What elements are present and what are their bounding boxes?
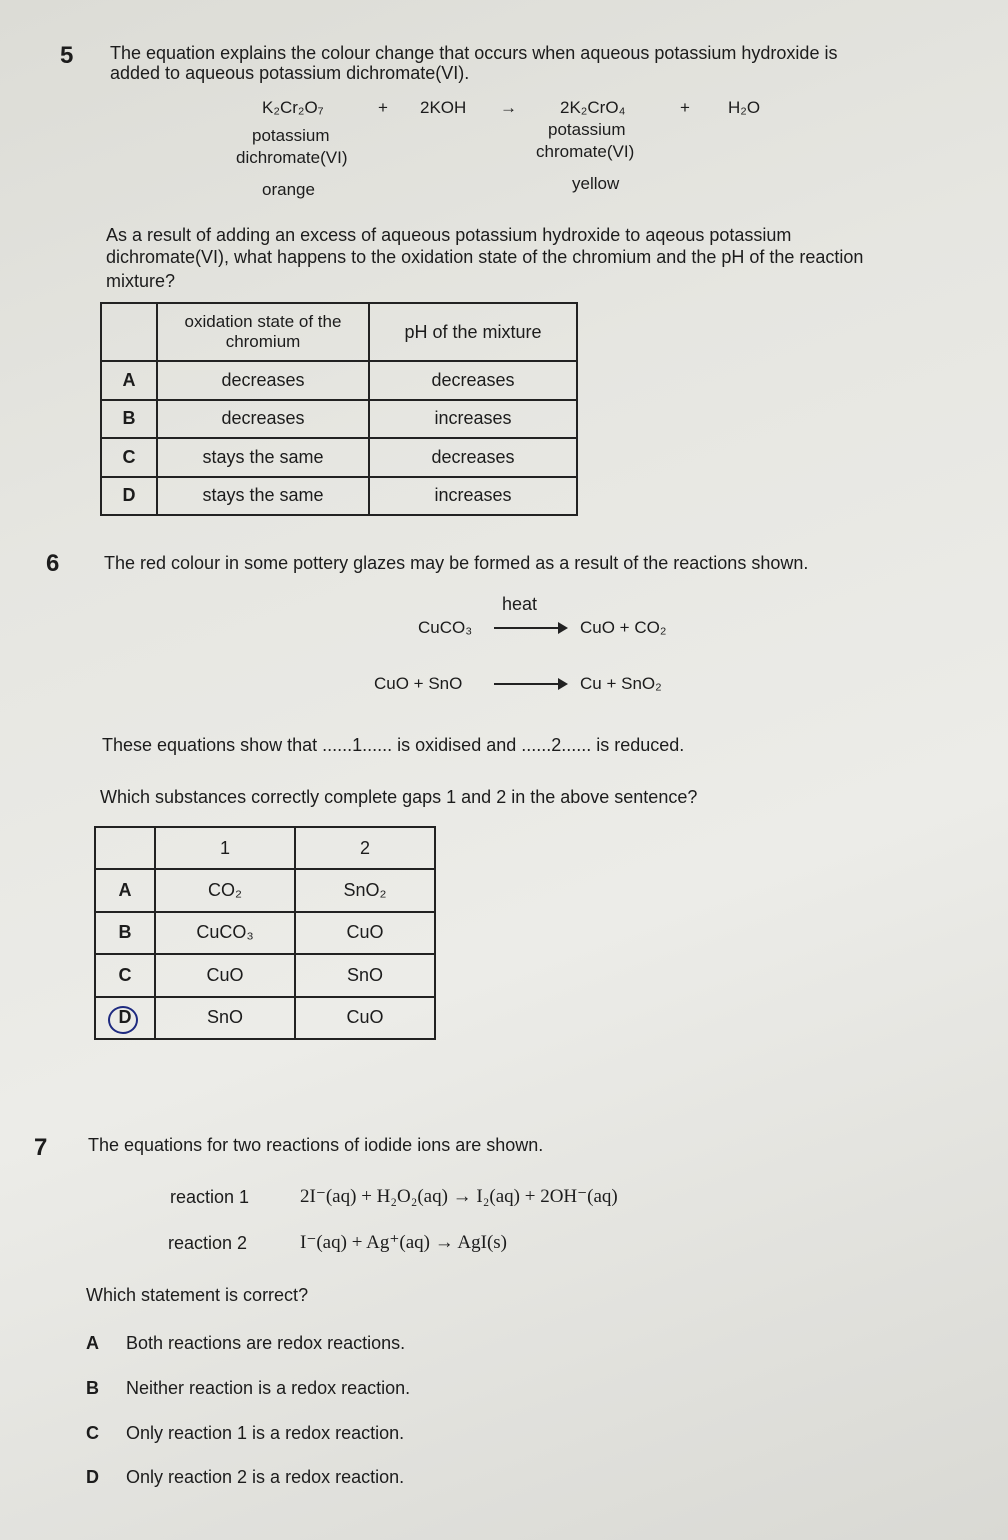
table-row[interactable] (95, 954, 435, 997)
reaction-1-equation: 2I⁻(aq) + H₂O₂(aq) → I₂(aq) + 2OH⁻(aq) (300, 1186, 618, 1207)
ph-cell: increases (369, 477, 577, 516)
colour-yellow: yellow (572, 174, 620, 193)
table-row[interactable] (95, 869, 435, 912)
eq1-right: CuO + CO₂ (580, 618, 667, 637)
header-ph: pH of the mixture (369, 303, 577, 361)
oxidation-state-cell: stays the same (157, 438, 369, 477)
header-oxidation-state: oxidation state of the chromium (157, 303, 369, 361)
option-text: Both reactions are redox reactions. (126, 1333, 406, 1353)
header-gap-2: 2 (295, 827, 435, 869)
table-row[interactable] (95, 912, 435, 955)
reactant-dichromate: K₂Cr₂O₇ (262, 98, 324, 117)
reaction-1-label: reaction 1 (170, 1187, 250, 1207)
table-header-row (95, 827, 435, 869)
question-7-question: Which statement is correct? (86, 1285, 309, 1305)
option-text: Only reaction 1 is a redox reaction. (126, 1423, 405, 1443)
gap-2-cell: SnO (295, 954, 435, 997)
reaction-2-equation: I⁻(aq) + Ag⁺(aq) → AgI(s) (300, 1232, 507, 1253)
option-text: Neither reaction is a redox reaction. (126, 1378, 411, 1398)
question-5-answer-table (100, 302, 578, 516)
table-row[interactable] (95, 997, 435, 1040)
reaction-arrow: → (500, 98, 517, 117)
gap-2-cell: CuO (295, 997, 435, 1040)
eq2-left: CuO + SnO (374, 674, 463, 693)
question-6-question: Which substances correctly complete gaps 1 and 2 in the above sentence? (100, 787, 698, 807)
oxidation-state-cell: stays the same (157, 477, 369, 516)
colour-orange: orange (262, 180, 315, 199)
gap-1-cell: CuO (155, 954, 295, 997)
table-header-empty (101, 303, 157, 361)
question-6-intro: The red colour in some pottery glazes may be formed as a result of the reactions shown. (104, 553, 809, 573)
option-b[interactable] (86, 1377, 410, 1399)
option-letter: A (86, 1333, 99, 1353)
plus-sign: + (378, 98, 388, 117)
question-7-intro: The equations for two reactions of iodide ions are shown. (88, 1135, 544, 1155)
eq2-right: Cu + SnO₂ (580, 674, 662, 693)
option-text: Only reaction 2 is a redox reaction. (126, 1467, 405, 1487)
option-letter: C (101, 438, 157, 477)
gap-2-cell: SnO₂ (295, 869, 435, 912)
table-row[interactable] (101, 400, 577, 439)
answer-mark-circle (108, 1006, 138, 1034)
table-row[interactable] (101, 438, 577, 477)
gap-1-cell: SnO (155, 997, 295, 1040)
oxidation-state-cell: decreases (157, 400, 369, 439)
option-c[interactable] (86, 1422, 404, 1444)
option-letter: D (101, 477, 157, 516)
eq2-arrow (494, 683, 566, 685)
name-dichromate: dichromate(VI) (236, 148, 348, 167)
table-row[interactable] (101, 361, 577, 400)
option-letter: B (95, 912, 155, 955)
ph-cell: increases (369, 400, 577, 439)
question-6-sentence: These equations show that ......1...... is oxidised and ......2...... is reduced. (102, 735, 685, 755)
question-5-number: 5 (60, 42, 74, 69)
question-5-intro-line2: added to aqueous potassium dichromate(VI). (110, 63, 470, 83)
oxidation-state-cell: decreases (157, 361, 369, 400)
option-letter: C (86, 1423, 99, 1443)
option-letter: A (95, 869, 155, 912)
ph-cell: decreases (369, 438, 577, 477)
question-5-intro-line1: The equation explains the colour change that occurs when aqueous potassium hydroxide is (110, 43, 838, 63)
reactant-koh: 2KOH (420, 98, 467, 117)
table-row[interactable] (101, 477, 577, 516)
question-5-stem-line3: mixture? (106, 271, 176, 291)
question-6-number: 6 (46, 550, 60, 577)
product-chromate: 2K₂CrO₄ (560, 98, 626, 117)
question-5-stem-line2: dichromate(VI), what happens to the oxidation state of the chromium and the pH of the reaction (106, 247, 864, 267)
option-d[interactable] (86, 1466, 404, 1488)
table-header-row (101, 303, 577, 361)
header-gap-1: 1 (155, 827, 295, 869)
plus-sign: + (680, 98, 690, 117)
question-7-number: 7 (34, 1134, 48, 1161)
option-letter: C (95, 954, 155, 997)
ph-cell: decreases (369, 361, 577, 400)
option-letter: A (101, 361, 157, 400)
question-5-stem-line1: As a result of adding an excess of aqueous potassium hydroxide to aqeous potassium (106, 225, 792, 245)
gap-2-cell: CuO (295, 912, 435, 955)
option-letter: B (101, 400, 157, 439)
name-potassium: potassium (252, 126, 330, 145)
eq1-arrow (494, 627, 566, 629)
option-letter: D (95, 997, 155, 1040)
product-water: H₂O (728, 98, 761, 117)
gap-1-cell: CuCO₃ (155, 912, 295, 955)
eq1-left: CuCO₃ (418, 618, 473, 637)
question-6-answer-table (94, 826, 436, 1040)
gap-1-cell: CO₂ (155, 869, 295, 912)
option-letter: D (86, 1467, 99, 1487)
name-chromate: chromate(VI) (536, 142, 635, 161)
reaction-2-label: reaction 2 (168, 1233, 248, 1253)
option-a[interactable] (86, 1332, 405, 1354)
eq1-condition-heat: heat (502, 594, 538, 614)
name-potassium: potassium (548, 120, 626, 139)
option-letter: B (86, 1378, 99, 1398)
table-header-empty (95, 827, 155, 869)
